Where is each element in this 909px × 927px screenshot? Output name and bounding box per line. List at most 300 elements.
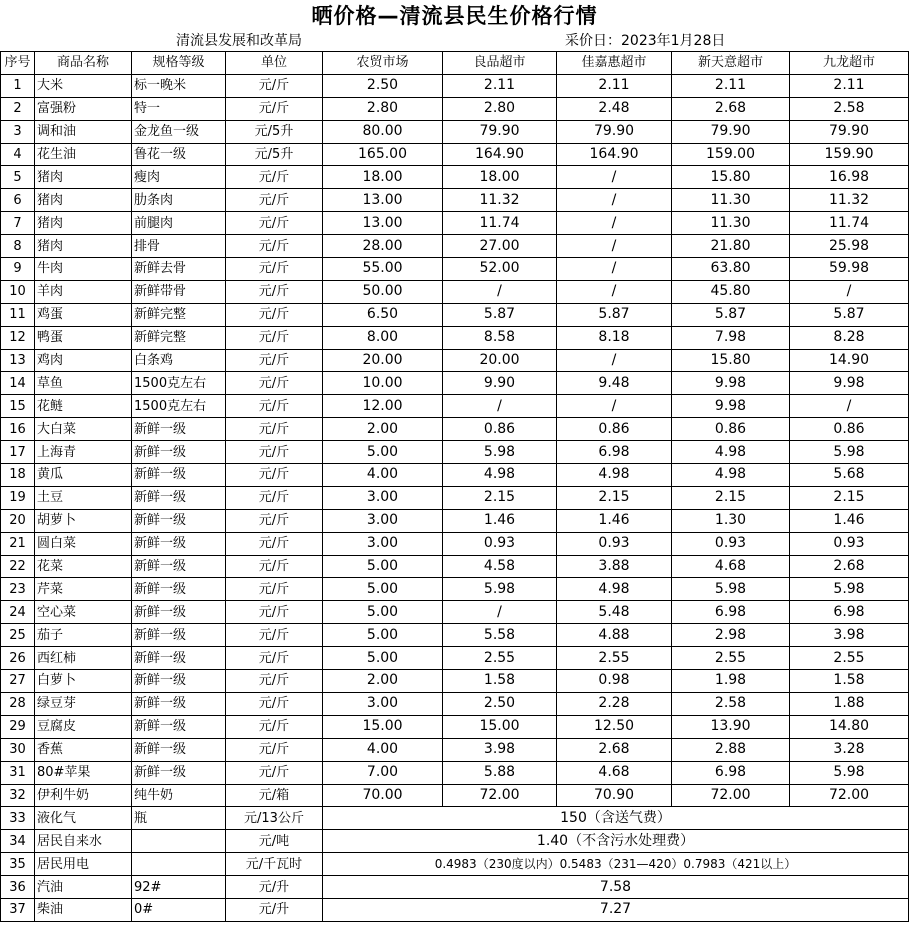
table-row xyxy=(1,303,909,326)
cell-liangpin: 11.74 xyxy=(443,212,557,235)
cell-xintianyi: 15.80 xyxy=(672,166,790,189)
cell-unit: 元/斤 xyxy=(226,418,323,441)
cell-jiulong: 2.68 xyxy=(790,555,909,578)
cell-index: 2 xyxy=(1,97,35,120)
table-row xyxy=(1,509,909,532)
cell-merged-price: 7.58 xyxy=(323,876,909,899)
cell-farmers-market: 2.80 xyxy=(323,97,443,120)
table-row xyxy=(1,441,909,464)
cell-unit: 元/斤 xyxy=(226,692,323,715)
cell-unit: 元/斤 xyxy=(226,97,323,120)
cell-liangpin: 5.98 xyxy=(443,441,557,464)
cell-farmers-market: 5.00 xyxy=(323,555,443,578)
cell-spec: 新鲜一级 xyxy=(132,670,226,693)
cell-spec: 特一 xyxy=(132,97,226,120)
cell-jiajiahui: 0.93 xyxy=(557,532,672,555)
cell-farmers-market: 12.00 xyxy=(323,395,443,418)
cell-unit: 元/斤 xyxy=(226,372,323,395)
cell-spec: 新鲜一级 xyxy=(132,486,226,509)
col-header-farmers-market: 农贸市场 xyxy=(323,52,443,75)
cell-name: 鸡蛋 xyxy=(35,303,132,326)
cell-unit: 元/斤 xyxy=(226,670,323,693)
cell-liangpin: 8.58 xyxy=(443,326,557,349)
cell-jiajiahui: 164.90 xyxy=(557,143,672,166)
cell-index: 23 xyxy=(1,578,35,601)
cell-liangpin: / xyxy=(443,395,557,418)
cell-index: 35 xyxy=(1,853,35,876)
cell-xintianyi: 1.30 xyxy=(672,509,790,532)
cell-name: 大米 xyxy=(35,74,132,97)
cell-spec xyxy=(132,830,226,853)
cell-name: 猪肉 xyxy=(35,212,132,235)
cell-unit: 元/斤 xyxy=(226,578,323,601)
cell-name: 西红柿 xyxy=(35,647,132,670)
cell-spec: 纯牛奶 xyxy=(132,784,226,807)
table-row xyxy=(1,670,909,693)
cell-name: 居民用电 xyxy=(35,853,132,876)
cell-spec: 新鲜一级 xyxy=(132,464,226,487)
cell-liangpin: 5.88 xyxy=(443,761,557,784)
cell-name: 羊肉 xyxy=(35,280,132,303)
cell-jiajiahui: 0.86 xyxy=(557,418,672,441)
cell-name: 绿豆芽 xyxy=(35,692,132,715)
cell-xintianyi: 5.98 xyxy=(672,578,790,601)
cell-name: 芹菜 xyxy=(35,578,132,601)
cell-farmers-market: 2.00 xyxy=(323,418,443,441)
table-row xyxy=(1,784,909,807)
cell-liangpin: / xyxy=(443,280,557,303)
cell-liangpin: 164.90 xyxy=(443,143,557,166)
table-row xyxy=(1,143,909,166)
cell-name: 猪肉 xyxy=(35,166,132,189)
cell-index: 26 xyxy=(1,647,35,670)
cell-name: 白萝卜 xyxy=(35,670,132,693)
cell-spec: 0# xyxy=(132,898,226,921)
cell-index: 14 xyxy=(1,372,35,395)
col-header-liangpin: 良品超市 xyxy=(443,52,557,75)
cell-jiulong: / xyxy=(790,395,909,418)
table-row xyxy=(1,120,909,143)
cell-unit: 元/斤 xyxy=(226,761,323,784)
cell-farmers-market: 15.00 xyxy=(323,715,443,738)
cell-jiulong: 5.98 xyxy=(790,441,909,464)
cell-xintianyi: 159.00 xyxy=(672,143,790,166)
cell-jiulong: 3.28 xyxy=(790,738,909,761)
cell-xintianyi: 11.30 xyxy=(672,212,790,235)
cell-farmers-market: 13.00 xyxy=(323,189,443,212)
table-row xyxy=(1,715,909,738)
cell-unit: 元/斤 xyxy=(226,486,323,509)
cell-index: 16 xyxy=(1,418,35,441)
cell-index: 32 xyxy=(1,784,35,807)
cell-liangpin: 72.00 xyxy=(443,784,557,807)
table-row xyxy=(1,97,909,120)
cell-jiulong: 8.28 xyxy=(790,326,909,349)
cell-spec: 新鲜去骨 xyxy=(132,258,226,281)
cell-unit: 元/升 xyxy=(226,876,323,899)
table-row xyxy=(1,738,909,761)
cell-jiajiahui: 79.90 xyxy=(557,120,672,143)
cell-liangpin: 1.58 xyxy=(443,670,557,693)
cell-farmers-market: 6.50 xyxy=(323,303,443,326)
cell-jiajiahui: / xyxy=(557,349,672,372)
cell-spec: 新鲜一级 xyxy=(132,441,226,464)
cell-name: 伊利牛奶 xyxy=(35,784,132,807)
cell-farmers-market: 2.50 xyxy=(323,74,443,97)
cell-xintianyi: 4.98 xyxy=(672,464,790,487)
cell-jiajiahui: / xyxy=(557,258,672,281)
cell-liangpin: 79.90 xyxy=(443,120,557,143)
cell-spec: 92# xyxy=(132,876,226,899)
table-row xyxy=(1,372,909,395)
cell-jiajiahui: 2.28 xyxy=(557,692,672,715)
cell-jiulong: 5.98 xyxy=(790,578,909,601)
table-row xyxy=(1,578,909,601)
cell-farmers-market: 10.00 xyxy=(323,372,443,395)
cell-jiulong: 6.98 xyxy=(790,601,909,624)
cell-name: 液化气 xyxy=(35,807,132,830)
cell-jiulong: 14.80 xyxy=(790,715,909,738)
cell-farmers-market: 4.00 xyxy=(323,738,443,761)
cell-jiajiahui: 5.48 xyxy=(557,601,672,624)
table-row xyxy=(1,212,909,235)
cell-index: 10 xyxy=(1,280,35,303)
cell-jiulong: 2.55 xyxy=(790,647,909,670)
cell-unit: 元/斤 xyxy=(226,715,323,738)
cell-liangpin: 2.11 xyxy=(443,74,557,97)
cell-unit: 元/斤 xyxy=(226,303,323,326)
table-row xyxy=(1,166,909,189)
cell-liangpin: 0.86 xyxy=(443,418,557,441)
cell-jiulong: 16.98 xyxy=(790,166,909,189)
cell-farmers-market: 5.00 xyxy=(323,647,443,670)
cell-spec: 白条鸡 xyxy=(132,349,226,372)
cell-jiajiahui: 2.55 xyxy=(557,647,672,670)
cell-jiulong: 72.00 xyxy=(790,784,909,807)
cell-index: 9 xyxy=(1,258,35,281)
col-header-name: 商品名称 xyxy=(35,52,132,75)
cell-farmers-market: 5.00 xyxy=(323,624,443,647)
cell-index: 30 xyxy=(1,738,35,761)
cell-xintianyi: 4.68 xyxy=(672,555,790,578)
cell-index: 21 xyxy=(1,532,35,555)
cell-name: 花鲢 xyxy=(35,395,132,418)
cell-index: 5 xyxy=(1,166,35,189)
cell-unit: 元/斤 xyxy=(226,166,323,189)
cell-xintianyi: 2.98 xyxy=(672,624,790,647)
cell-farmers-market: 18.00 xyxy=(323,166,443,189)
cell-unit: 元/箱 xyxy=(226,784,323,807)
cell-name: 上海青 xyxy=(35,441,132,464)
cell-spec: 标一晚米 xyxy=(132,74,226,97)
cell-liangpin: / xyxy=(443,601,557,624)
cell-xintianyi: 13.90 xyxy=(672,715,790,738)
cell-spec xyxy=(132,853,226,876)
cell-xintianyi: 2.88 xyxy=(672,738,790,761)
cell-index: 31 xyxy=(1,761,35,784)
cell-name: 汽油 xyxy=(35,876,132,899)
cell-liangpin: 20.00 xyxy=(443,349,557,372)
cell-spec: 新鲜一级 xyxy=(132,601,226,624)
cell-unit: 元/斤 xyxy=(226,189,323,212)
cell-liangpin: 15.00 xyxy=(443,715,557,738)
cell-liangpin: 4.58 xyxy=(443,555,557,578)
cell-spec: 金龙鱼一级 xyxy=(132,120,226,143)
cell-index: 29 xyxy=(1,715,35,738)
cell-index: 34 xyxy=(1,830,35,853)
cell-jiajiahui: 5.87 xyxy=(557,303,672,326)
cell-unit: 元/斤 xyxy=(226,464,323,487)
cell-merged-price: 1.40（不含污水处理费） xyxy=(323,830,909,853)
cell-farmers-market: 2.00 xyxy=(323,670,443,693)
cell-liangpin: 4.98 xyxy=(443,464,557,487)
cell-index: 19 xyxy=(1,486,35,509)
cell-index: 27 xyxy=(1,670,35,693)
page-title: 晒价格—清流县民生价格行情 xyxy=(311,4,598,28)
cell-jiajiahui: 2.48 xyxy=(557,97,672,120)
cell-index: 24 xyxy=(1,601,35,624)
cell-farmers-market: 5.00 xyxy=(323,601,443,624)
cell-spec: 新鲜一级 xyxy=(132,418,226,441)
cell-unit: 元/吨 xyxy=(226,830,323,853)
cell-spec: 肋条肉 xyxy=(132,189,226,212)
cell-jiajiahui: 12.50 xyxy=(557,715,672,738)
cell-farmers-market: 8.00 xyxy=(323,326,443,349)
col-header-jiajiahui: 佳嘉惠超市 xyxy=(557,52,672,75)
col-header-index: 序号 xyxy=(1,52,35,75)
cell-liangpin: 1.46 xyxy=(443,509,557,532)
cell-jiajiahui: 4.68 xyxy=(557,761,672,784)
table-row xyxy=(1,235,909,258)
cell-jiajiahui: / xyxy=(557,189,672,212)
cell-farmers-market: 55.00 xyxy=(323,258,443,281)
cell-farmers-market: 70.00 xyxy=(323,784,443,807)
cell-name: 富强粉 xyxy=(35,97,132,120)
cell-jiajiahui: / xyxy=(557,166,672,189)
cell-spec: 新鲜一级 xyxy=(132,509,226,532)
cell-spec: 鲁花一级 xyxy=(132,143,226,166)
table-row xyxy=(1,326,909,349)
cell-liangpin: 5.58 xyxy=(443,624,557,647)
cell-name: 茄子 xyxy=(35,624,132,647)
cell-index: 20 xyxy=(1,509,35,532)
cell-unit: 元/升 xyxy=(226,898,323,921)
cell-jiulong: 59.98 xyxy=(790,258,909,281)
cell-jiajiahui: 1.46 xyxy=(557,509,672,532)
cell-jiajiahui: 9.48 xyxy=(557,372,672,395)
cell-name: 柴油 xyxy=(35,898,132,921)
cell-unit: 元/13公斤 xyxy=(226,807,323,830)
table-row xyxy=(1,395,909,418)
cell-jiulong: 11.32 xyxy=(790,189,909,212)
cell-spec: 瘦肉 xyxy=(132,166,226,189)
cell-jiulong: 0.86 xyxy=(790,418,909,441)
cell-unit: 元/斤 xyxy=(226,212,323,235)
col-header-unit: 单位 xyxy=(226,52,323,75)
table-row xyxy=(1,624,909,647)
cell-farmers-market: 5.00 xyxy=(323,578,443,601)
cell-jiajiahui: / xyxy=(557,212,672,235)
cell-spec: 1500克左右 xyxy=(132,372,226,395)
cell-index: 22 xyxy=(1,555,35,578)
cell-farmers-market: 50.00 xyxy=(323,280,443,303)
table-row-merged xyxy=(1,876,909,899)
cell-spec: 瓶 xyxy=(132,807,226,830)
table-row-merged xyxy=(1,807,909,830)
agency-name: 清流县发展和改革局 xyxy=(176,33,302,49)
cell-unit: 元/斤 xyxy=(226,738,323,761)
cell-unit: 元/斤 xyxy=(226,532,323,555)
cell-xintianyi: 5.87 xyxy=(672,303,790,326)
cell-farmers-market: 3.00 xyxy=(323,486,443,509)
cell-index: 12 xyxy=(1,326,35,349)
collection-date: 采价日：2023年1月28日 xyxy=(565,33,726,49)
cell-name: 空心菜 xyxy=(35,601,132,624)
cell-name: 猪肉 xyxy=(35,189,132,212)
cell-liangpin: 9.90 xyxy=(443,372,557,395)
cell-jiajiahui: 3.88 xyxy=(557,555,672,578)
price-table xyxy=(0,51,909,922)
cell-xintianyi: 9.98 xyxy=(672,395,790,418)
cell-jiulong: 3.98 xyxy=(790,624,909,647)
cell-jiulong: 5.87 xyxy=(790,303,909,326)
cell-name: 鸡肉 xyxy=(35,349,132,372)
cell-farmers-market: 3.00 xyxy=(323,692,443,715)
cell-spec: 新鲜完整 xyxy=(132,326,226,349)
cell-liangpin: 5.98 xyxy=(443,578,557,601)
cell-name: 圆白菜 xyxy=(35,532,132,555)
table-row xyxy=(1,486,909,509)
cell-farmers-market: 3.00 xyxy=(323,509,443,532)
cell-unit: 元/斤 xyxy=(226,601,323,624)
cell-merged-price: 150（含送气费） xyxy=(323,807,909,830)
cell-spec: 1500克左右 xyxy=(132,395,226,418)
cell-jiulong: 14.90 xyxy=(790,349,909,372)
cell-index: 17 xyxy=(1,441,35,464)
cell-spec: 新鲜一级 xyxy=(132,624,226,647)
cell-merged-price: 7.27 xyxy=(323,898,909,921)
cell-liangpin: 3.98 xyxy=(443,738,557,761)
table-row xyxy=(1,532,909,555)
cell-liangpin: 2.50 xyxy=(443,692,557,715)
cell-unit: 元/5升 xyxy=(226,120,323,143)
cell-unit: 元/斤 xyxy=(226,349,323,372)
cell-spec: 新鲜一级 xyxy=(132,692,226,715)
cell-spec: 排骨 xyxy=(132,235,226,258)
cell-xintianyi: 7.98 xyxy=(672,326,790,349)
cell-liangpin: 52.00 xyxy=(443,258,557,281)
table-row xyxy=(1,647,909,670)
cell-liangpin: 5.87 xyxy=(443,303,557,326)
table-row xyxy=(1,189,909,212)
table-row xyxy=(1,280,909,303)
cell-farmers-market: 5.00 xyxy=(323,441,443,464)
cell-jiulong: 79.90 xyxy=(790,120,909,143)
cell-spec: 新鲜一级 xyxy=(132,738,226,761)
col-header-jiulong: 九龙超市 xyxy=(790,52,909,75)
cell-farmers-market: 3.00 xyxy=(323,532,443,555)
cell-liangpin: 18.00 xyxy=(443,166,557,189)
cell-jiulong: 1.58 xyxy=(790,670,909,693)
cell-index: 28 xyxy=(1,692,35,715)
cell-name: 胡萝卜 xyxy=(35,509,132,532)
cell-jiulong: 5.68 xyxy=(790,464,909,487)
table-row xyxy=(1,349,909,372)
cell-unit: 元/斤 xyxy=(226,555,323,578)
cell-spec: 新鲜一级 xyxy=(132,647,226,670)
cell-spec: 新鲜带骨 xyxy=(132,280,226,303)
cell-jiulong: 2.58 xyxy=(790,97,909,120)
cell-spec: 新鲜一级 xyxy=(132,578,226,601)
cell-spec: 新鲜一级 xyxy=(132,555,226,578)
cell-name: 花菜 xyxy=(35,555,132,578)
cell-spec: 新鲜一级 xyxy=(132,532,226,555)
cell-name: 豆腐皮 xyxy=(35,715,132,738)
cell-xintianyi: 2.68 xyxy=(672,97,790,120)
cell-xintianyi: 79.90 xyxy=(672,120,790,143)
table-row xyxy=(1,692,909,715)
cell-liangpin: 2.55 xyxy=(443,647,557,670)
cell-xintianyi: 6.98 xyxy=(672,761,790,784)
cell-farmers-market: 13.00 xyxy=(323,212,443,235)
cell-liangpin: 2.80 xyxy=(443,97,557,120)
cell-unit: 元/斤 xyxy=(226,647,323,670)
cell-jiulong: 2.11 xyxy=(790,74,909,97)
cell-unit: 元/斤 xyxy=(226,624,323,647)
cell-jiulong: 25.98 xyxy=(790,235,909,258)
table-row xyxy=(1,418,909,441)
cell-xintianyi: 11.30 xyxy=(672,189,790,212)
table-row xyxy=(1,464,909,487)
cell-xintianyi: 6.98 xyxy=(672,601,790,624)
cell-jiajiahui: 0.98 xyxy=(557,670,672,693)
table-row xyxy=(1,258,909,281)
cell-xintianyi: 2.15 xyxy=(672,486,790,509)
table-header-row xyxy=(1,52,909,75)
cell-index: 7 xyxy=(1,212,35,235)
cell-name: 80#苹果 xyxy=(35,761,132,784)
cell-spec: 新鲜一级 xyxy=(132,715,226,738)
cell-index: 37 xyxy=(1,898,35,921)
cell-jiulong: 5.98 xyxy=(790,761,909,784)
cell-name: 居民自来水 xyxy=(35,830,132,853)
table-row xyxy=(1,761,909,784)
cell-jiajiahui: 70.90 xyxy=(557,784,672,807)
cell-index: 11 xyxy=(1,303,35,326)
cell-xintianyi: 2.11 xyxy=(672,74,790,97)
cell-spec: 前腿肉 xyxy=(132,212,226,235)
cell-name: 草鱼 xyxy=(35,372,132,395)
cell-jiulong: / xyxy=(790,280,909,303)
cell-name: 牛肉 xyxy=(35,258,132,281)
cell-jiajiahui: 4.88 xyxy=(557,624,672,647)
cell-jiajiahui: / xyxy=(557,235,672,258)
cell-spec: 新鲜一级 xyxy=(132,761,226,784)
cell-unit: 元/斤 xyxy=(226,509,323,532)
cell-xintianyi: 21.80 xyxy=(672,235,790,258)
table-row xyxy=(1,74,909,97)
cell-index: 36 xyxy=(1,876,35,899)
cell-unit: 元/千瓦时 xyxy=(226,853,323,876)
table-row xyxy=(1,601,909,624)
table-row xyxy=(1,555,909,578)
cell-jiajiahui: 6.98 xyxy=(557,441,672,464)
cell-jiajiahui: 2.68 xyxy=(557,738,672,761)
cell-spec: 新鲜完整 xyxy=(132,303,226,326)
cell-index: 6 xyxy=(1,189,35,212)
cell-index: 3 xyxy=(1,120,35,143)
cell-unit: 元/斤 xyxy=(226,326,323,349)
